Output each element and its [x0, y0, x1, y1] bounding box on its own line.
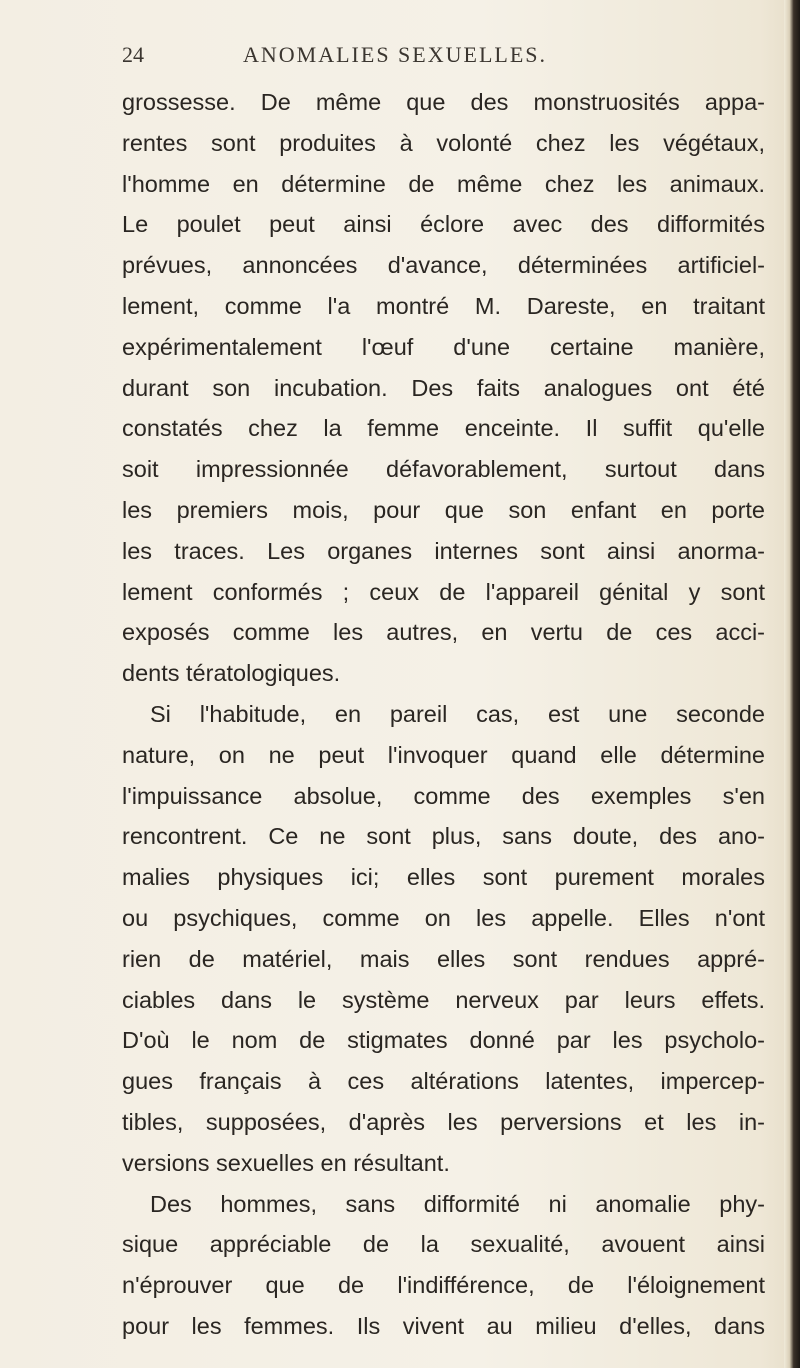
text-line: Si l'habitude, en pareil cas, est une seconde [150, 700, 765, 727]
text-line: expérimentalement l'œuf d'une certaine manière, [122, 333, 765, 360]
text-line: rien de matériel, mais elles sont rendues appré- [122, 945, 765, 972]
text-line: lement, comme l'a montré M. Dareste, en traitant [122, 292, 765, 319]
text-line: l'homme en détermine de même chez les animaux. [122, 170, 765, 197]
text-line: durant son incubation. Des faits analogues ont été [122, 374, 765, 401]
text-line: dents tératologiques. [122, 660, 341, 687]
text-line: Des hommes, sans difformité ni anomalie phy- [150, 1190, 765, 1217]
text-line: les premiers mois, pour que son enfant en porte [122, 496, 765, 523]
text-line: constatés chez la femme enceinte. Il suffit qu'elle [122, 415, 765, 442]
text-line: ciables dans le système nerveux par leurs effets. [122, 986, 765, 1013]
text-line: D'où le nom de stigmates donné par les psycholo- [122, 1027, 765, 1054]
text-line: malies physiques ici; elles sont purement morales [122, 864, 765, 891]
text-line: l'impuissance absolue, comme des exemples s'en [122, 782, 765, 809]
text-line: rentes sont produites à volonté chez les végétaux, [122, 129, 765, 156]
body-text [122, 82, 765, 1347]
text-line: exposés comme les autres, en vertu de ces acci- [122, 619, 765, 646]
text-line: les traces. Les organes internes sont ainsi anorma- [122, 537, 765, 564]
text-line: ou psychiques, comme on les appelle. Elles n'ont [122, 904, 765, 931]
text-line: Le poulet peut ainsi éclore avec des difformités [122, 211, 765, 238]
text-line: soit impressionnée défavorablement, surtout dans [122, 456, 765, 483]
text-line: grossesse. De même que des monstruosités appa- [122, 89, 765, 115]
text-line: sique appréciable de la sexualité, avouent ainsi [122, 1231, 765, 1258]
page-edge-shadow [784, 0, 800, 1368]
text-line: nature, on ne peut l'invoquer quand elle détermine [122, 741, 765, 768]
running-title: ANOMALIES SEXUELLES. [243, 42, 547, 67]
text-line: n'éprouver que de l'indifférence, de l'éloignement [122, 1272, 765, 1299]
page-number: 24 [122, 42, 144, 67]
text-line: tibles, supposées, d'après les perversions et les in- [122, 1108, 765, 1135]
text-line: rencontrent. Ce ne sont plus, sans doute, des ano- [122, 823, 765, 850]
text-line: lement conformés ; ceux de l'appareil génital y sont [122, 578, 765, 605]
text-line: prévues, annoncées d'avance, déterminées artificiel- [122, 252, 765, 279]
text-line: versions sexuelles en résultant. [122, 1149, 450, 1176]
page-header [122, 42, 762, 72]
text-line: pour les femmes. Ils vivent au milieu d'elles, dans [122, 1312, 765, 1339]
text-line: gues français à ces altérations latentes, impercep- [122, 1068, 765, 1095]
